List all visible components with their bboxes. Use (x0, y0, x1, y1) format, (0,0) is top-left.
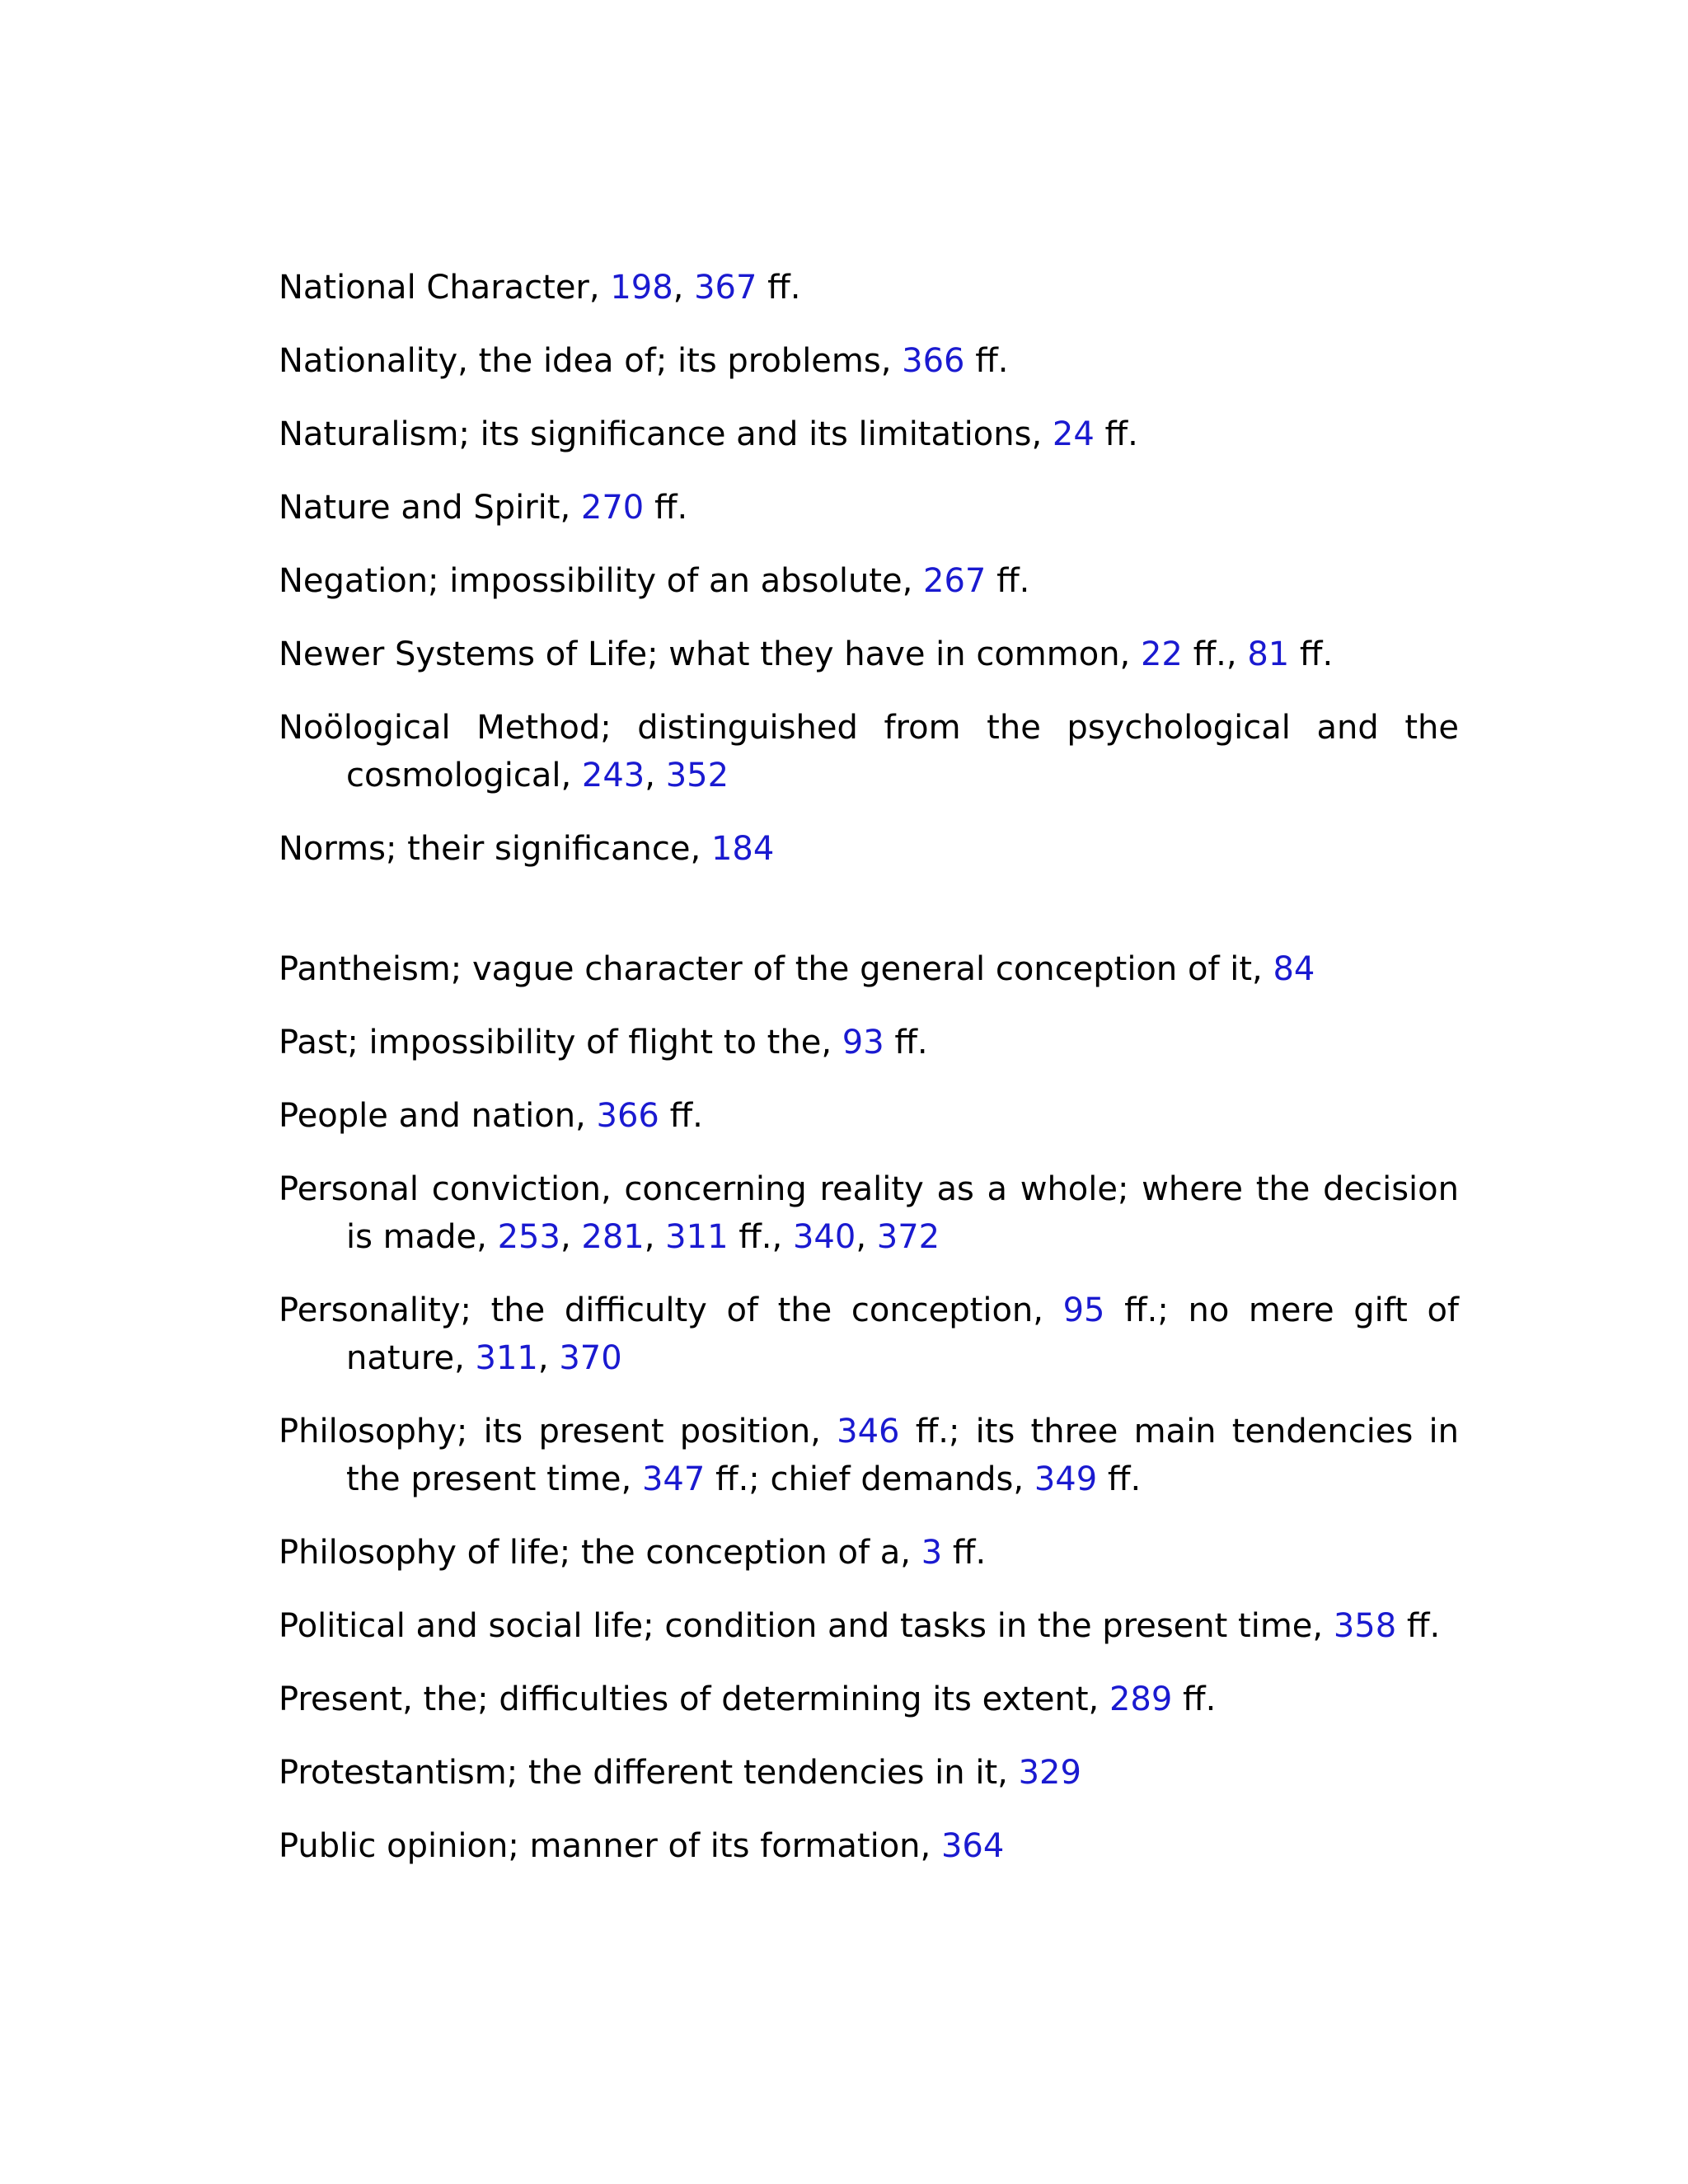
entry-text: ff. (1172, 1680, 1217, 1718)
entry-text: ff. (757, 269, 801, 307)
page-ref-link[interactable]: 289 (1109, 1680, 1173, 1718)
page-ref-link[interactable]: 243 (581, 757, 645, 794)
entry-text: ff. (1396, 1607, 1441, 1645)
page-ref-link[interactable]: 366 (596, 1097, 659, 1135)
entry-text: , (560, 1218, 582, 1256)
page-ref-link[interactable]: 367 (694, 269, 757, 307)
entry-text: Past; impossibility of flight to the, (279, 1024, 842, 1062)
entry-text: ff.; no mere gift of nature, (346, 1291, 1459, 1377)
page-ref-link[interactable]: 281 (581, 1218, 645, 1256)
entry-text: ff. (942, 1534, 987, 1572)
index-entry (279, 1092, 1459, 1140)
entry-text: ff.; chief demands, (705, 1460, 1034, 1498)
entry-text: ff. (964, 342, 1009, 380)
page-ref-link[interactable]: 352 (665, 757, 729, 794)
entry-text: National Character, (279, 269, 611, 307)
page-ref-link[interactable]: 81 (1247, 635, 1290, 673)
page-ref-link[interactable]: 349 (1034, 1460, 1098, 1498)
entry-text: Philosophy; its present position, (279, 1413, 837, 1451)
entry-text: Pantheism; vague character of the general conception of it, (279, 950, 1273, 988)
entry-text: Present, the; difficulties of determining its extent, (279, 1680, 1109, 1718)
page-ref-link[interactable]: 347 (641, 1460, 706, 1498)
index-page (279, 264, 1459, 1870)
index-entry (279, 945, 1459, 993)
entry-text: People and nation, (279, 1097, 597, 1135)
index-entry (279, 1286, 1459, 1382)
index-entry (279, 1749, 1459, 1797)
entry-text: ff. (659, 1097, 703, 1135)
page-ref-link[interactable]: 253 (497, 1218, 560, 1256)
entry-text: Protestantism; the different tendencies in it, (279, 1754, 1019, 1792)
entry-text: Philosophy of life; the conception of a, (279, 1534, 921, 1572)
page-ref-link[interactable]: 184 (710, 830, 775, 868)
entry-text: Nature and Spirit, (279, 489, 581, 527)
page-ref-link[interactable]: 93 (842, 1024, 884, 1062)
index-entry (279, 1529, 1459, 1577)
entry-text: Newer Systems of Life; what they have in common, (279, 635, 1141, 673)
index-entry (279, 264, 1459, 312)
index-entry (279, 410, 1459, 458)
entry-text: Personal conviction, concerning reality as a whole; where the decision is made, (279, 1170, 1459, 1256)
entry-text: , (645, 757, 666, 794)
entry-text: Norms; their significance, (279, 830, 711, 868)
entry-text: ff. (1289, 635, 1334, 673)
entry-text: ff. (986, 562, 1030, 600)
index-entry (279, 1675, 1459, 1723)
entry-text: ff., (728, 1218, 793, 1256)
index-entry (279, 704, 1459, 799)
entry-text: ff.; its three main tendencies in the present time, (346, 1413, 1460, 1498)
entry-text: ff. (1097, 1460, 1142, 1498)
entry-text: ff. (884, 1024, 928, 1062)
entry-text: ff., (1182, 635, 1248, 673)
index-entry (279, 1602, 1459, 1650)
page-ref-link[interactable]: 370 (559, 1339, 622, 1377)
index-entry (279, 337, 1459, 385)
index-entry (279, 630, 1459, 678)
entry-text: ff. (644, 489, 688, 527)
page-ref-link[interactable]: 24 (1052, 415, 1095, 453)
page-ref-link[interactable]: 22 (1140, 635, 1183, 673)
page-ref-link[interactable]: 84 (1273, 950, 1315, 988)
page-ref-link[interactable]: 329 (1018, 1754, 1081, 1792)
page-ref-link[interactable]: 311 (475, 1339, 538, 1377)
page-ref-link[interactable]: 311 (665, 1218, 729, 1256)
entry-text: , (537, 1339, 560, 1377)
entry-text: Naturalism; its significance and its limitations, (279, 415, 1053, 453)
index-entry (279, 1822, 1459, 1870)
page-ref-link[interactable]: 346 (837, 1413, 900, 1451)
entry-text: Negation; impossibility of an absolute, (279, 562, 924, 600)
page-ref-link[interactable]: 366 (902, 342, 965, 380)
entry-text: Political and social life; condition and tasks in the present time, (279, 1607, 1334, 1645)
page-ref-link[interactable]: 95 (1062, 1291, 1105, 1329)
entry-text: , (673, 269, 695, 307)
page-ref-link[interactable]: 3 (921, 1534, 943, 1572)
entry-text: Public opinion; manner of its formation, (279, 1827, 941, 1865)
entry-text: Personality; the difficulty of the conception, (279, 1291, 1063, 1329)
index-entry (279, 1408, 1459, 1503)
index-entry (279, 825, 1459, 873)
page-ref-link[interactable]: 372 (876, 1218, 940, 1256)
entry-text: Nationality, the idea of; its problems, (279, 342, 903, 380)
entry-text: , (644, 1218, 666, 1256)
page-ref-link[interactable]: 198 (610, 269, 673, 307)
page-ref-link[interactable]: 267 (923, 562, 987, 600)
index-entry (279, 1165, 1459, 1261)
entry-text: ff. (1094, 415, 1138, 453)
page-ref-link[interactable]: 270 (580, 489, 645, 527)
index-entry (279, 484, 1459, 532)
index-entry (279, 1019, 1459, 1066)
index-section (279, 945, 1459, 1870)
section-gap (279, 873, 1459, 945)
index-section (279, 264, 1459, 873)
entry-text: Noölogical Method; distinguished from the psychological and the cosmological, (279, 709, 1459, 794)
index-entry (279, 557, 1459, 605)
page-ref-link[interactable]: 358 (1333, 1607, 1397, 1645)
page-ref-link[interactable]: 364 (940, 1827, 1005, 1865)
index-list (279, 264, 1459, 1870)
entry-text: , (856, 1218, 877, 1256)
page-ref-link[interactable]: 340 (792, 1218, 856, 1256)
